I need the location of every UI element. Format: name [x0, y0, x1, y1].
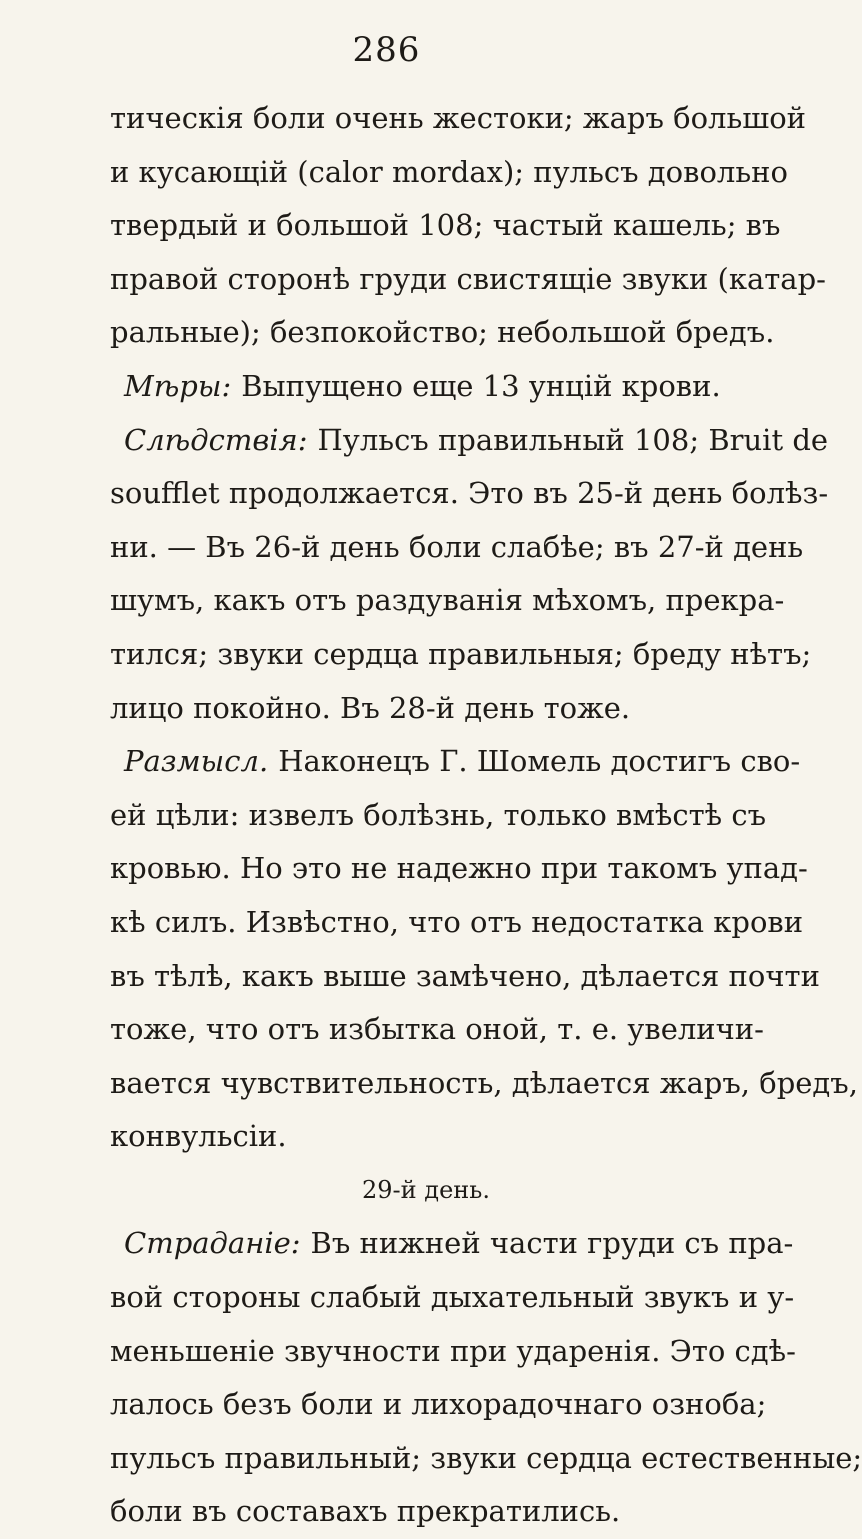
lead-mery: Мѣры:: [124, 368, 232, 403]
text-line: въ тѣлѣ, какъ выше замѣчено, дѣлается почти: [110, 958, 820, 993]
paragraph-mery: [110, 360, 742, 414]
text-line: Выпущено еще 13 унцій крови.: [241, 368, 721, 403]
text-line: лалось безъ боли и лихорадочнаго озноба;: [110, 1387, 767, 1422]
text-line: конвульсіи.: [110, 1119, 287, 1154]
text-line: вой стороны слабый дыхательный звукъ и у-: [110, 1280, 795, 1315]
text-line: soufflet продолжается. Это въ 25-й день болѣз-: [110, 476, 829, 511]
text-line: вается чувствительность, дѣлается жаръ, бредъ,: [110, 1065, 858, 1100]
body-text: [110, 92, 862, 1539]
text-line: ей цѣли: извелъ болѣзнь, только вмѣстѣ съ: [110, 797, 767, 832]
text-line: тился; звуки сердца правильныя; бреду нѣтъ;: [110, 636, 812, 671]
text-line: тическія боли очень жестоки; жаръ большой: [110, 101, 806, 135]
text-line: твердый и большой 108; частый кашель; въ: [110, 208, 781, 243]
text-line: кѣ силъ. Извѣстно, что отъ недостатка крови: [110, 904, 804, 939]
text-line: кровью. Но это не надежно при такомъ упад-: [110, 851, 808, 886]
lead-razmysl: Размысл.: [124, 744, 269, 779]
text-line: боли въ составахъ прекратились.: [110, 1494, 621, 1529]
text-line: и кусающій (calor mordax); пульсъ довольно: [110, 154, 788, 189]
text-line: пульсъ правильный; звуки сердца естественные;: [110, 1440, 862, 1475]
lead-stradanie: Страданіе:: [124, 1226, 301, 1261]
text-line: Наконецъ Г. Шомель достигъ сво-: [278, 744, 801, 779]
paragraph-sledstvie: [110, 414, 829, 468]
text-line: меньшеніе звучности при ударенія. Это сдѣ-: [110, 1333, 796, 1368]
text-line: лицо покойно. Въ 28-й день тоже.: [110, 690, 631, 725]
text-line: шумъ, какъ отъ раздуванія мѣхомъ, прекра-: [110, 583, 785, 618]
paragraph-razmysl: [110, 735, 801, 789]
day-heading: 29-й день.: [362, 1175, 490, 1204]
text-line: ральные); безпокойство; небольшой бредъ.: [110, 315, 775, 350]
page-number: 286: [352, 30, 421, 70]
lead-sledstvie: Слѣдствія:: [124, 422, 308, 457]
text-line: ни. — Въ 26-й день боли слабѣе; въ 27-й день: [110, 529, 804, 564]
text-line: Пульсъ правильный 108; Bruit de: [317, 422, 829, 457]
text-line: правой сторонѣ груди свистящіе звуки (катар-: [110, 261, 826, 296]
text-line: тоже, что отъ избытка оной, т. е. увеличи-: [110, 1012, 764, 1047]
paragraph-stradanie: [110, 1217, 794, 1271]
text-line: Въ нижней части груди съ пра-: [310, 1226, 794, 1261]
